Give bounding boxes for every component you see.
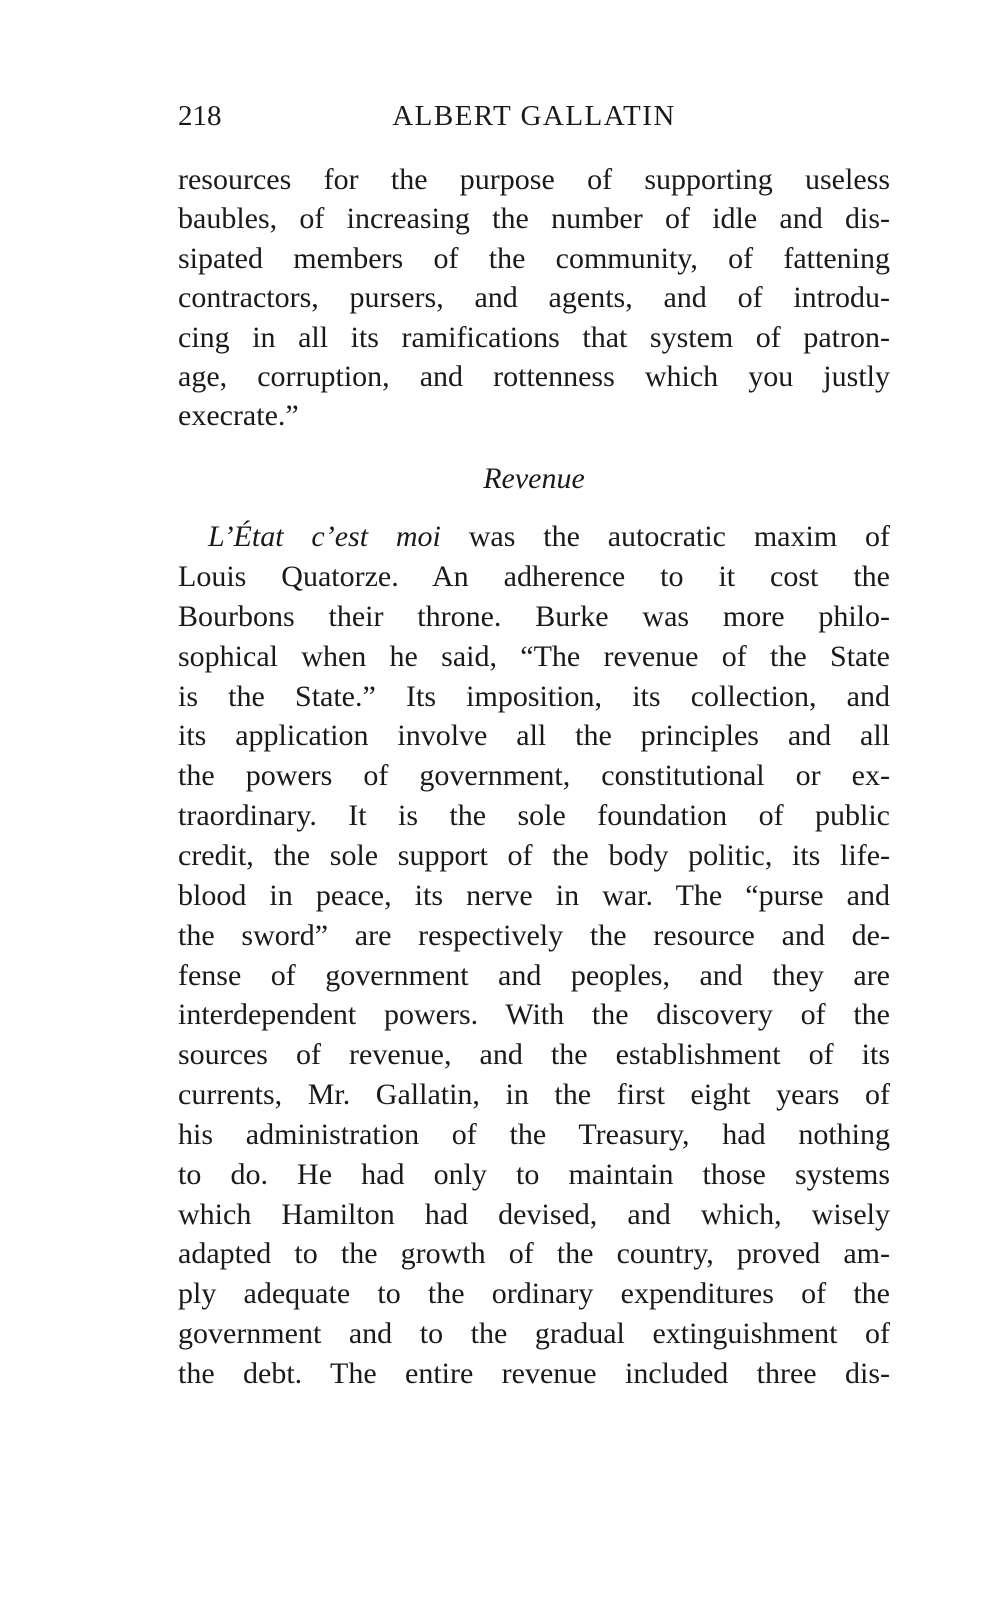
text-line: his administration of the Treasury, had nothing bbox=[178, 1117, 890, 1151]
first-line-rest: was the autocratic maxim of bbox=[440, 520, 891, 553]
text-line: ply adequate to the ordinary expenditures of the bbox=[178, 1277, 890, 1311]
section-heading: Revenue bbox=[483, 462, 585, 495]
page-number: 218 bbox=[178, 100, 222, 132]
text-line: its application involve all the principles and all bbox=[178, 719, 890, 753]
text-line: contractors, pursers, and agents, and of introdu- bbox=[178, 281, 890, 315]
text-line: Louis Quatorze. An adherence to it cost the bbox=[178, 560, 890, 593]
text-line: fense of government and peoples, and they are bbox=[178, 958, 890, 992]
text-line: Bourbons their throne. Burke was more philo- bbox=[178, 599, 890, 633]
text-line: execrate.” bbox=[178, 399, 299, 433]
text-line: credit, the sole support of the body politic, its life- bbox=[178, 838, 890, 872]
italic-phrase: L’État c’est moi bbox=[208, 520, 441, 553]
text-line: government and to the gradual extinguishment of bbox=[178, 1317, 890, 1351]
text-line: currents, Mr. Gallatin, in the first eight years of bbox=[178, 1078, 890, 1112]
text-line: baubles, of increasing the number of idle and dis- bbox=[178, 202, 890, 236]
text-line: the powers of government, constitutional or ex- bbox=[178, 759, 890, 793]
text-line: adapted to the growth of the country, proved am- bbox=[178, 1237, 890, 1271]
text-line: the debt. The entire revenue included three dis- bbox=[178, 1357, 890, 1390]
text-line: cing in all its ramifications that system of patron- bbox=[178, 320, 890, 354]
text-line: which Hamilton had devised, and which, wisely bbox=[178, 1197, 890, 1231]
text-line: is the State.” Its imposition, its collection, and bbox=[178, 679, 890, 713]
text-line: interdependent powers. With the discovery of the bbox=[178, 998, 890, 1032]
text-line: blood in peace, its nerve in war. The “purse and bbox=[178, 878, 890, 912]
paragraph-2-first-line bbox=[208, 517, 890, 557]
text-line: to do. He had only to maintain those systems bbox=[178, 1157, 890, 1191]
text-line: sophical when he said, “The revenue of the State bbox=[178, 639, 890, 673]
text-line: the sword” are respectively the resource and de- bbox=[178, 918, 890, 952]
text-line: age, corruption, and rottenness which you justly bbox=[178, 360, 890, 393]
text-line: sipated members of the community, of fattening bbox=[178, 241, 890, 275]
text-line: traordinary. It is the sole foundation of public bbox=[178, 799, 890, 833]
page-header bbox=[178, 100, 890, 140]
text-line: resources for the purpose of supporting useless bbox=[178, 163, 890, 196]
running-title: ALBERT GALLATIN bbox=[392, 100, 676, 132]
text-line: sources of revenue, and the establishment of its bbox=[178, 1038, 890, 1072]
